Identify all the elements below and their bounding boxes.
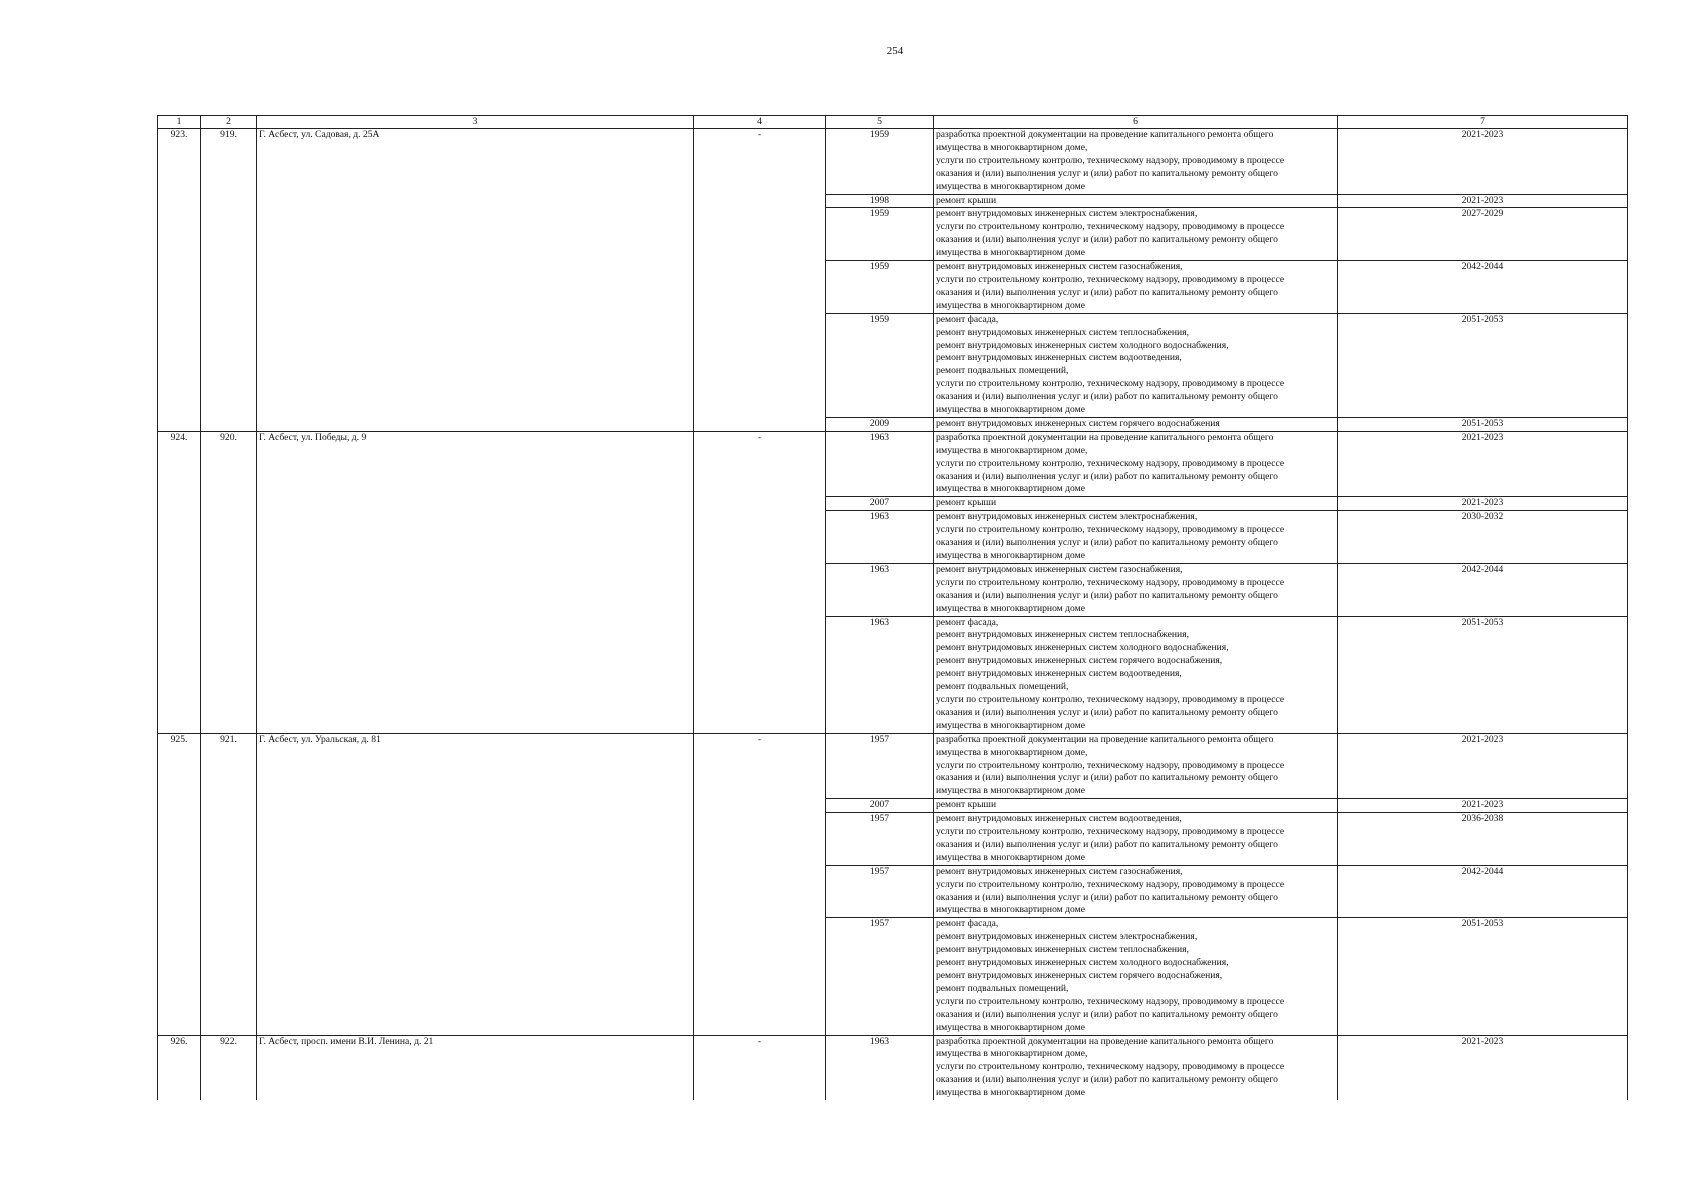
year-cell: 1959 — [826, 208, 934, 261]
work-description: ремонт фасада, ремонт внутридомовых инженерных систем электроснабжения, ремонт внутридомовых инженерных систем теплоснабжения, ремонт внутридомовых инженерных систем холодного водоснабжения, ремонт внутридомовых инженерных систем горячего водоснабжения, ремонт подвальных помещений, услуги по строительному контролю, техническому надзору, проводимому в процессе оказания и (или) выполнения услуг и (или) работ по капитальному ремонту общего имущества в многоквартирном доме — [934, 918, 1338, 1035]
year-cell: 1957 — [826, 865, 934, 918]
year-cell: 1963 — [826, 431, 934, 497]
year-cell: 1963 — [826, 616, 934, 733]
year-cell: 1963 — [826, 1035, 934, 1100]
period-cell: 2051-2053 — [1338, 918, 1628, 1035]
period-cell: 2021-2023 — [1338, 1035, 1628, 1100]
year-cell: 1963 — [826, 563, 934, 616]
address-cell: Г. Асбест, ул. Уральская, д. 81 — [257, 733, 694, 1035]
work-description: разработка проектной документации на проведение капитального ремонта общего имущества в многоквартирном доме, услуги по строительному контролю, техническому надзору, проводимому в процессе оказания и (или) выполнения услуг и (или) работ по капитальному ремонту общего имущества в многоквартирном доме — [934, 431, 1338, 497]
column-header: 5 — [826, 116, 934, 129]
work-description: разработка проектной документации на проведение капитального ремонта общего имущества в многоквартирном доме, услуги по строительному контролю, техническому надзору, проводимому в процессе оказания и (или) выполнения услуг и (или) работ по капитальному ремонту общего имущества в многоквартирном доме — [934, 129, 1338, 195]
period-cell: 2051-2053 — [1338, 417, 1628, 431]
house-number: 922. — [201, 1035, 257, 1100]
year-cell: 2007 — [826, 799, 934, 813]
capital-repair-table — [157, 115, 1628, 1100]
record-number: 924. — [158, 431, 201, 733]
col4-cell: - — [694, 431, 826, 733]
year-cell: 1963 — [826, 511, 934, 564]
work-description: ремонт внутридомовых инженерных систем электроснабжения, услуги по строительному контролю, техническому надзору, проводимому в процессе оказания и (или) выполнения услуг и (или) работ по капитальному ремонту общего имущества в многоквартирном доме — [934, 208, 1338, 261]
address-cell: Г. Асбест, ул. Победы, д. 9 — [257, 431, 694, 733]
year-cell: 1957 — [826, 918, 934, 1035]
header-row — [158, 116, 1628, 129]
col4-cell: - — [694, 733, 826, 1035]
work-description: ремонт внутридомовых инженерных систем газоснабжения, услуги по строительному контролю, техническому надзору, проводимому в процессе оказания и (или) выполнения услуг и (или) работ по капитальному ремонту общего имущества в многоквартирном доме — [934, 563, 1338, 616]
work-description: ремонт внутридомовых инженерных систем горячего водоснабжения — [934, 417, 1338, 431]
period-cell: 2042-2044 — [1338, 865, 1628, 918]
record-number: 923. — [158, 129, 201, 432]
work-description: ремонт крыши — [934, 194, 1338, 208]
year-cell: 1998 — [826, 194, 934, 208]
year-cell: 1957 — [826, 733, 934, 799]
column-header: 4 — [694, 116, 826, 129]
column-header: 6 — [934, 116, 1338, 129]
work-description: разработка проектной документации на проведение капитального ремонта общего имущества в многоквартирном доме, услуги по строительному контролю, техническому надзору, проводимому в процессе оказания и (или) выполнения услуг и (или) работ по капитальному ремонту общего имущества в многоквартирном доме — [934, 733, 1338, 799]
year-cell: 2007 — [826, 497, 934, 511]
col4-cell: - — [694, 129, 826, 432]
period-cell: 2051-2053 — [1338, 616, 1628, 733]
table-body — [158, 129, 1628, 1101]
year-cell: 1959 — [826, 129, 934, 195]
record-number: 926. — [158, 1035, 201, 1100]
column-header: 7 — [1338, 116, 1628, 129]
period-cell: 2051-2053 — [1338, 313, 1628, 417]
house-number: 919. — [201, 129, 257, 432]
address-cell: Г. Асбест, просп. имени В.И. Ленина, д. 21 — [257, 1035, 694, 1100]
work-description: ремонт крыши — [934, 497, 1338, 511]
period-cell: 2027-2029 — [1338, 208, 1628, 261]
address-cell: Г. Асбест, ул. Садовая, д. 25А — [257, 129, 694, 432]
table-row — [158, 431, 1628, 497]
period-cell: 2021-2023 — [1338, 129, 1628, 195]
period-cell: 2042-2044 — [1338, 563, 1628, 616]
period-cell: 2021-2023 — [1338, 194, 1628, 208]
column-header: 3 — [257, 116, 694, 129]
work-description: ремонт внутридомовых инженерных систем газоснабжения, услуги по строительному контролю, техническому надзору, проводимому в процессе оказания и (или) выполнения услуг и (или) работ по капитальному ремонту общего имущества в многоквартирном доме — [934, 261, 1338, 314]
period-cell: 2021-2023 — [1338, 431, 1628, 497]
year-cell: 1957 — [826, 813, 934, 866]
work-description: ремонт фасада, ремонт внутридомовых инженерных систем теплоснабжения, ремонт внутридомовых инженерных систем холодного водоснабжения, ремонт внутридомовых инженерных систем горячего водоснабжения, ремонт внутридомовых инженерных систем водоотведения, ремонт подвальных помещений, услуги по строительному контролю, техническому надзору, проводимому в процессе оказания и (или) выполнения услуг и (или) работ по капитальному ремонту общего имущества в многоквартирном доме — [934, 616, 1338, 733]
year-cell: 1959 — [826, 261, 934, 314]
table-row — [158, 733, 1628, 799]
work-description: ремонт крыши — [934, 799, 1338, 813]
period-cell: 2030-2032 — [1338, 511, 1628, 564]
year-cell: 1959 — [826, 313, 934, 417]
table-row — [158, 1035, 1628, 1100]
year-cell: 2009 — [826, 417, 934, 431]
work-description: ремонт внутридомовых инженерных систем водоотведения, услуги по строительному контролю, техническому надзору, проводимому в процессе оказания и (или) выполнения услуг и (или) работ по капитальному ремонту общего имущества в многоквартирном доме — [934, 813, 1338, 866]
col4-cell: - — [694, 1035, 826, 1100]
period-cell: 2021-2023 — [1338, 497, 1628, 511]
period-cell: 2042-2044 — [1338, 261, 1628, 314]
work-description: ремонт фасада, ремонт внутридомовых инженерных систем теплоснабжения, ремонт внутридомовых инженерных систем холодного водоснабжения, ремонт внутридомовых инженерных систем водоотведения, ремонт подвальных помещений, услуги по строительному контролю, техническому надзору, проводимому в процессе оказания и (или) выполнения услуг и (или) работ по капитальному ремонту общего имущества в многоквартирном доме — [934, 313, 1338, 417]
work-description: разработка проектной документации на проведение капитального ремонта общего имущества в многоквартирном доме, услуги по строительному контролю, техническому надзору, проводимому в процессе оказания и (или) выполнения услуг и (или) работ по капитальному ремонту общего имущества в многоквартирном доме — [934, 1035, 1338, 1100]
work-description: ремонт внутридомовых инженерных систем газоснабжения, услуги по строительному контролю, техническому надзору, проводимому в процессе оказания и (или) выполнения услуг и (или) работ по капитальному ремонту общего имущества в многоквартирном доме — [934, 865, 1338, 918]
table-row — [158, 129, 1628, 195]
work-description: ремонт внутридомовых инженерных систем электроснабжения, услуги по строительному контролю, техническому надзору, проводимому в процессе оказания и (или) выполнения услуг и (или) работ по капитальному ремонту общего имущества в многоквартирном доме — [934, 511, 1338, 564]
period-cell: 2036-2038 — [1338, 813, 1628, 866]
column-header: 1 — [158, 116, 201, 129]
period-cell: 2021-2023 — [1338, 733, 1628, 799]
record-number: 925. — [158, 733, 201, 1035]
house-number: 920. — [201, 431, 257, 733]
period-cell: 2021-2023 — [1338, 799, 1628, 813]
column-header: 2 — [201, 116, 257, 129]
page-number: 254 — [886, 45, 904, 57]
house-number: 921. — [201, 733, 257, 1035]
